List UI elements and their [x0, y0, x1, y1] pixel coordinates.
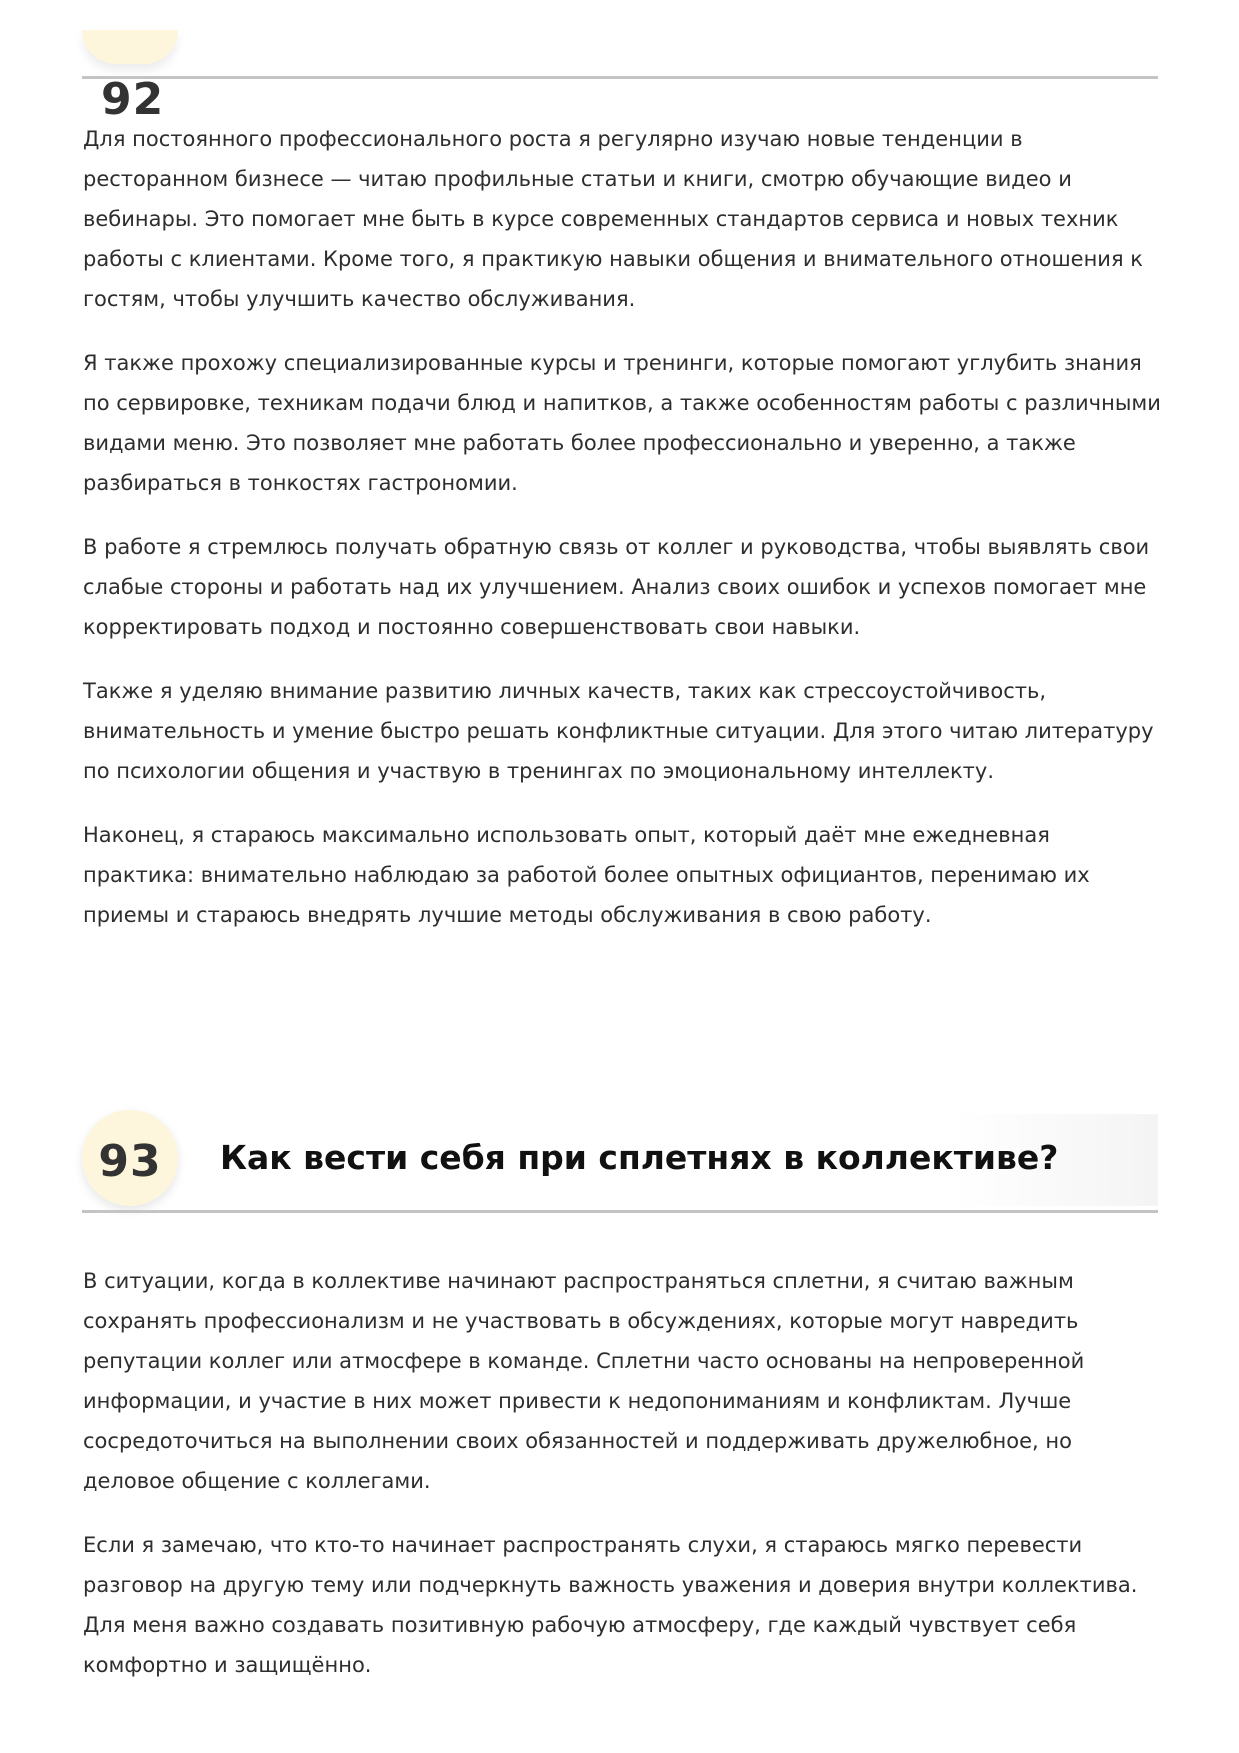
- answer-92: [83, 119, 1163, 959]
- answer-92-paragraph-1: Для постоянного профессионального роста я регулярно изучаю новые тенденции в ресторанном бизнесе — читаю профильные статьи и книги, смотрю обучающие видео и вебинары. Это помогает мне быть в курсе современных стандартов сервиса и новых техник работы с клиентами. Кроме того, я практикую навыки общения и внимательного отношения к гостям, чтобы улучшить качество обслуживания.: [83, 127, 1143, 311]
- answer-93: [83, 1261, 1163, 1709]
- answer-92-paragraph-2: Я также прохожу специализированные курсы и тренинги, которые помогают углубить знания по сервировке, техникам подачи блюд и напитков, а также особенностям работы с различными видами меню. Это позволяет мне работать более профессионально и уверенно, а также разбираться в тонкостях гастрономии.: [83, 351, 1161, 495]
- answer-92-paragraph-4: Также я уделяю внимание развитию личных качеств, таких как стрессоустойчивость, внимательность и умение быстро решать конфликтные ситуации. Для этого читаю литературу по психологии общения и участвую в тренингах по эмоциональному интеллекту.: [83, 679, 1154, 783]
- answer-93-paragraph-2: Если я замечаю, что кто-то начинает распространять слухи, я стараюсь мягко перевести разговор на другую тему или подчеркнуть важность уважения и доверия внутри коллектива. Для меня важно создавать позитивную рабочую атмосферу, где каждый чувствует себя комфортно и защищённо.: [83, 1533, 1138, 1677]
- question-number-badge-92: [82, 30, 178, 64]
- answer-92-paragraph-3: В работе я стремлюсь получать обратную связь от коллег и руководства, чтобы выявлять свои слабые стороны и работать над их улучшением. Анализ своих ошибок и успехов помогает мне корректировать подход и постоянно совершенствовать свои навыки.: [83, 535, 1150, 639]
- section-divider-93: [82, 1210, 1158, 1213]
- question-number-92: 92: [101, 74, 165, 125]
- question-number-badge-93: [82, 1110, 178, 1206]
- question-number-93: 93: [98, 1136, 162, 1187]
- question-title-93: Как вести себя при сплетнях в коллективе?: [220, 1138, 1059, 1177]
- answer-93-paragraph-1: В ситуации, когда в коллективе начинают распространяться сплетни, я считаю важным сохранять профессионализм и не участвовать в обсуждениях, которые могут навредить репутации коллег или атмосфере в команде. Сплетни часто основаны на непроверенной информации, и участие в них может привести к недопониманиям и конфликтам. Лучше сосредоточиться на выполнении своих обязанностей и поддерживать дружелюбное, но деловое общение с коллегами.: [83, 1269, 1085, 1493]
- question-header-93: [82, 1110, 1158, 1212]
- answer-92-paragraph-5: Наконец, я стараюсь максимально использовать опыт, который даёт мне ежедневная практика: внимательно наблюдаю за работой более опытных официантов, перенимаю их приемы и стараюсь внедрять лучшие методы обслуживания в свою работу.: [83, 823, 1090, 927]
- section-divider-92: [82, 76, 1158, 79]
